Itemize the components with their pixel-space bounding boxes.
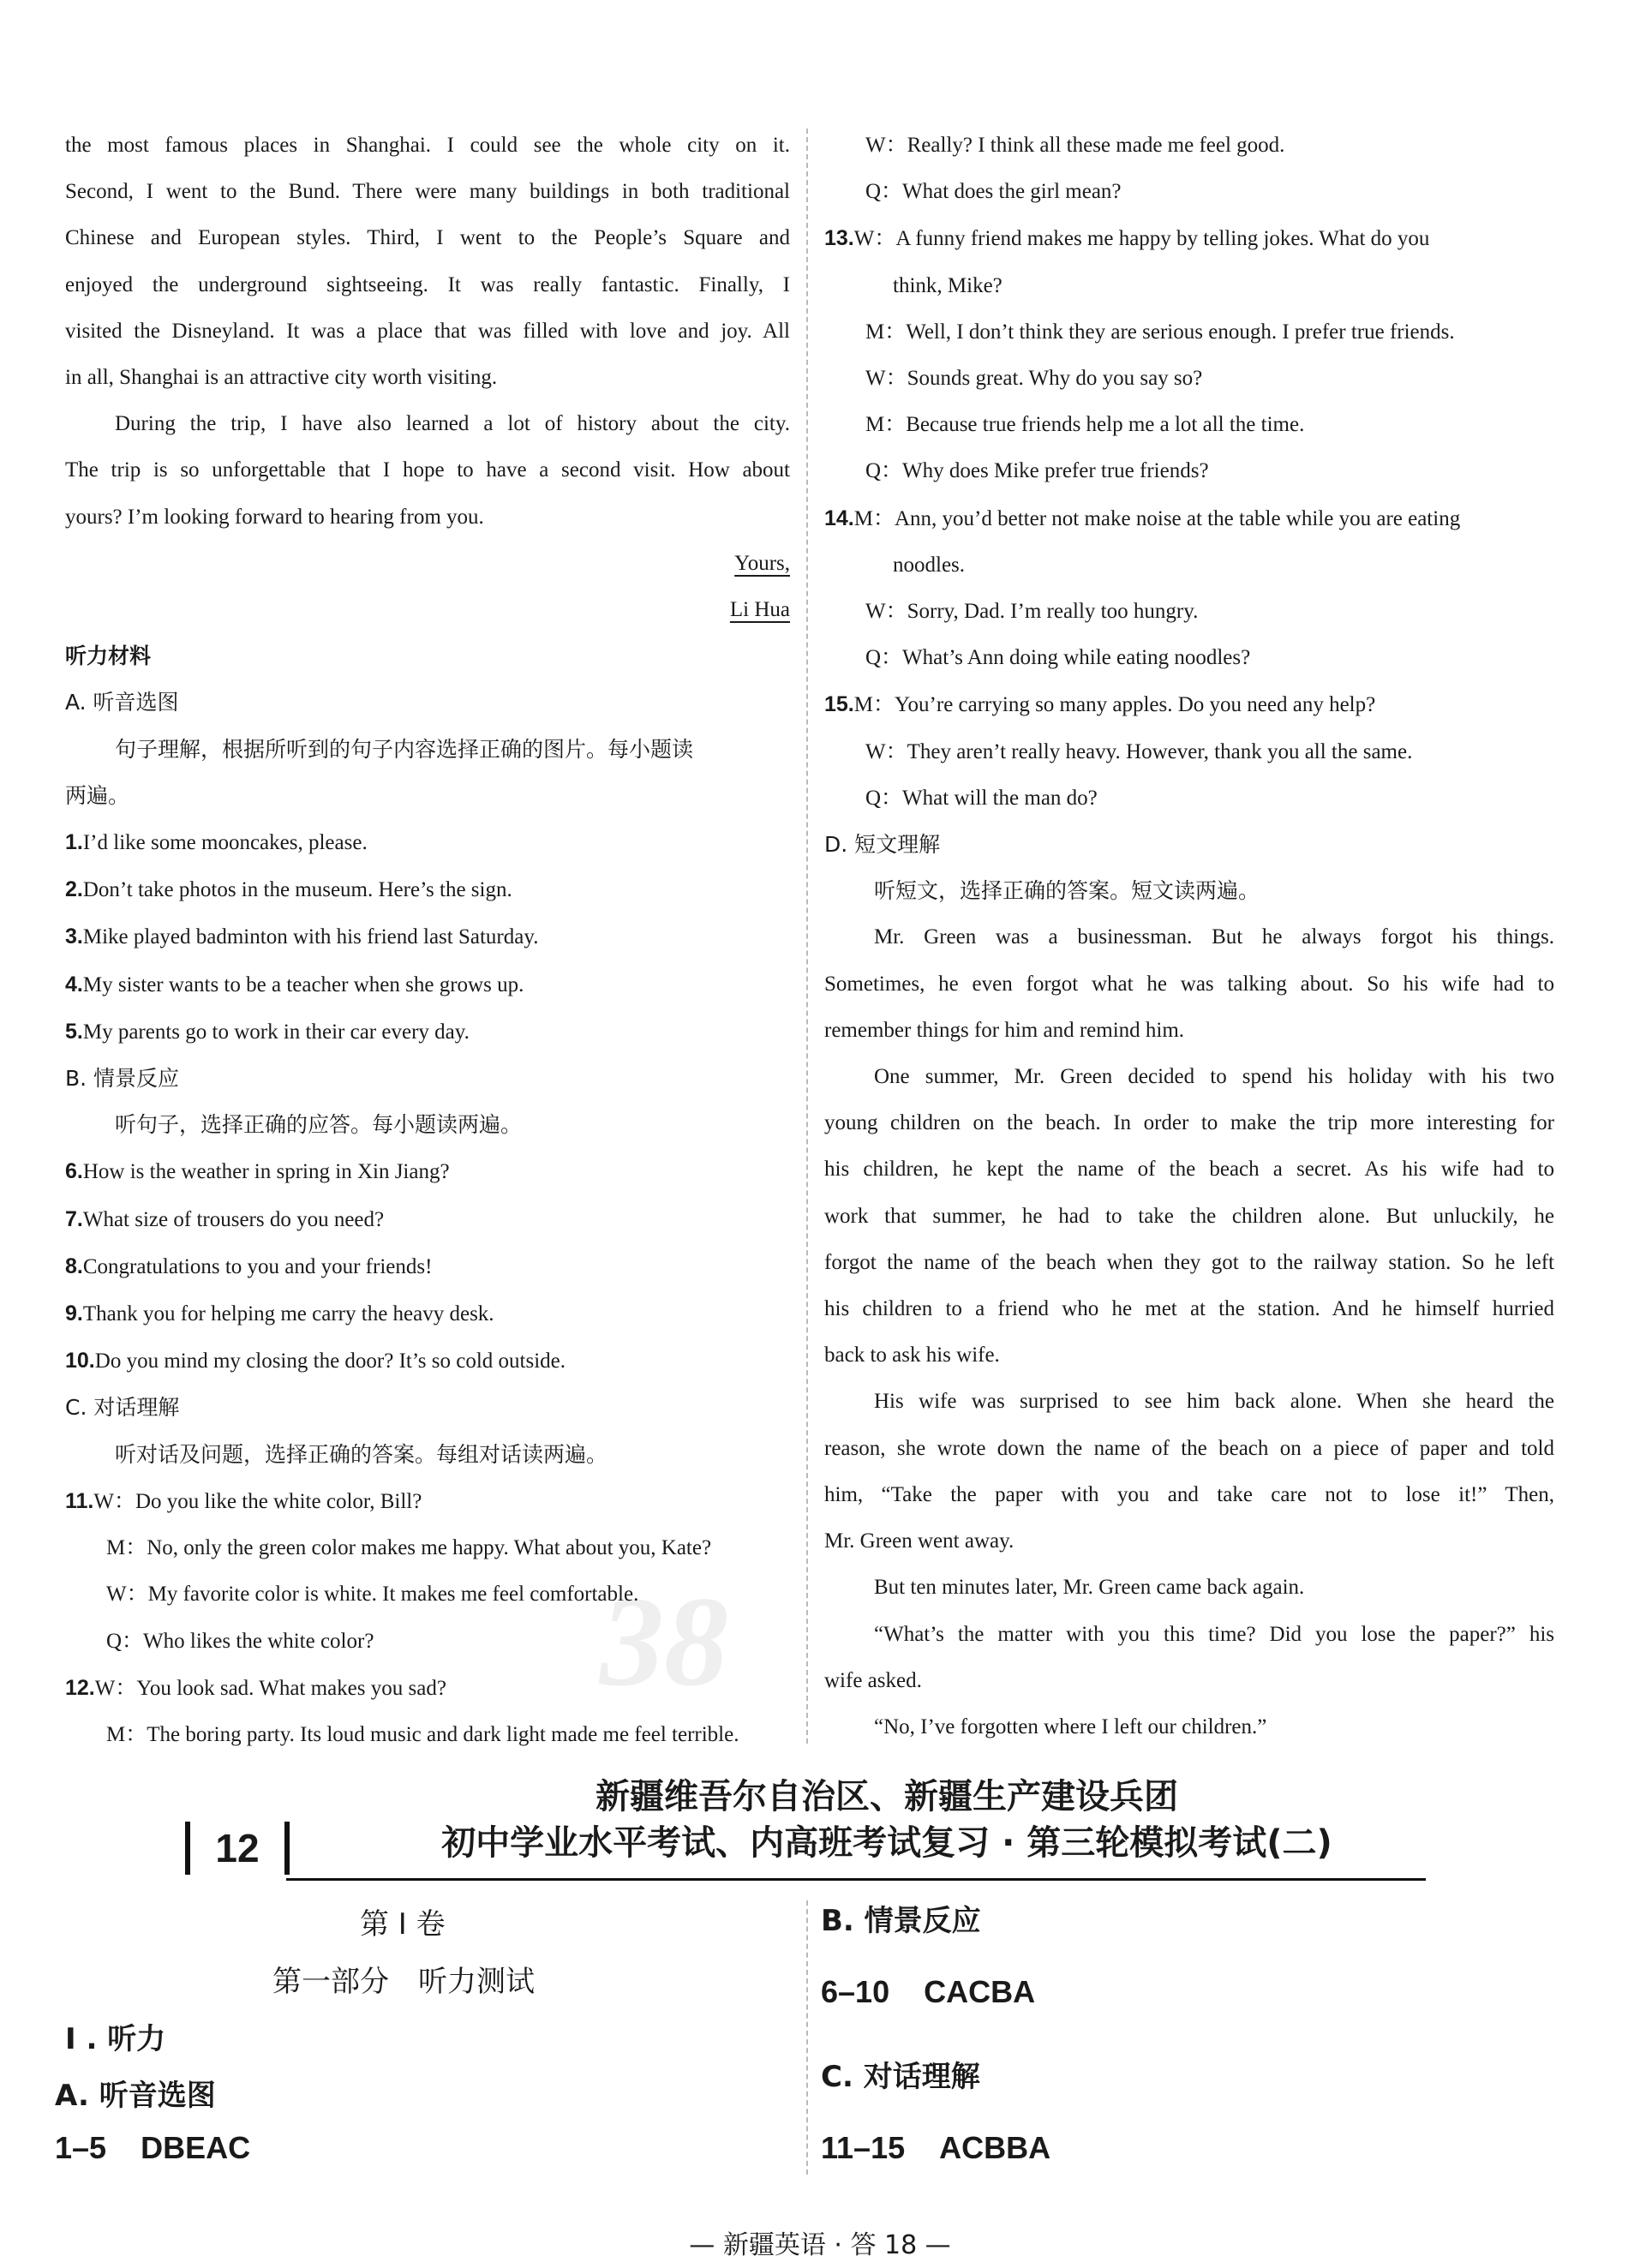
passage-line: Sometimes, he even forgot what he was talking about. So his wife had to	[824, 972, 1554, 996]
dialogue-14-line: 14.M：Ann, you’d better not make noise at the table while you are eating	[824, 506, 1461, 530]
section-d-instructions: 听短文，选择正确的答案。短文读两遍。	[874, 878, 1260, 904]
page-footer: — 新疆英语 · 答 18 —	[689, 2230, 951, 2260]
passage-line: reason, she wrote down the name of the beach on a piece of paper and told	[824, 1436, 1554, 1460]
listening-heading: I . 听力	[65, 2022, 166, 2056]
passage-line: his children to a friend who he met at the station. And he himself hurried	[824, 1297, 1554, 1321]
dialogue-15-line: 15.M：You’re carrying so many apples. Do you need any help?	[824, 692, 1376, 717]
answer-section-a: A. 听音选图	[55, 2079, 216, 2113]
dialogue-14-line: W：Sorry, Dad. I’m really too hungry.	[865, 600, 1199, 624]
publisher-watermark: 38	[600, 1571, 728, 1713]
passage-line: “No, I’ve forgotten where I left our children.”	[874, 1714, 1267, 1738]
exam-number-badge: 12	[185, 1822, 290, 1875]
passage-line: Mr. Green was a businessman. But he always forgot his things.	[874, 925, 1554, 949]
dialogue-13-line: 13.W：A funny friend makes me happy by telling jokes. What do you	[824, 226, 1430, 251]
passage-line: his children, he kept the name of the beach a secret. As his wife had to	[824, 1158, 1554, 1182]
passage-line: Mr. Green went away.	[824, 1529, 1015, 1553]
section-a-title: A. 听音选图	[65, 690, 179, 715]
dialogue-15-line: Q：What will the man do?	[865, 786, 1098, 810]
passage-line: work that summer, he had to take the children alone. But unluckily, he	[824, 1204, 1554, 1228]
question-10: 10.Do you mind my closing the door? It’s so cold outside.	[65, 1349, 566, 1373]
right-column	[824, 123, 1554, 1750]
answer-key-c: 11–15 ACBBA	[821, 2130, 1051, 2165]
listening-materials-title: 听力材料	[65, 643, 152, 669]
answer-key-a: 1–5 DBEAC	[55, 2130, 251, 2165]
dialogue-11-line: 11.W：Do you like the white color, Bill?	[65, 1488, 422, 1513]
answer-column-divider	[806, 1900, 808, 2175]
dialogue-12-line: W：Really? I think all these made me feel good.	[865, 134, 1285, 157]
section-a-instructions-cont: 两遍。	[65, 782, 130, 808]
letter-signature: Li Hua	[729, 598, 790, 622]
answer-key-b: 6–10 CACBA	[821, 1974, 1036, 2009]
question-5: 5.My parents go to work in their car every day.	[65, 1019, 470, 1044]
section-b-instructions: 听句子，选择正确的应答。每小题读两遍。	[115, 1112, 523, 1138]
dialogue-11-line: Q：Who likes the white color?	[106, 1629, 374, 1653]
dialogue-13-line: M：Because true friends help me a lot all the time.	[865, 413, 1305, 437]
volume-title: 第 I 卷	[360, 1907, 446, 1942]
passage-line: him, “Take the paper with you and take care not to lose it!” Then,	[824, 1482, 1554, 1506]
letter-line: During the trip, I have also learned a lot of history about the city.	[115, 412, 790, 436]
passage-line: wife asked.	[824, 1668, 922, 1692]
question-3: 3.Mike played badminton with his friend last Saturday.	[65, 925, 539, 949]
section-d-title: D. 短文理解	[824, 832, 941, 858]
dialogue-13-line: M：Well, I don’t think they are serious enough. I prefer true friends.	[865, 320, 1455, 344]
dialogue-13-line: W：Sounds great. Why do you say so?	[865, 367, 1203, 391]
dialogue-12-line: Q：What does the girl mean?	[865, 180, 1122, 204]
question-8: 8.Congratulations to you and your friends!	[65, 1254, 433, 1278]
passage-line: remember things for him and remind him.	[824, 1018, 1185, 1042]
dialogue-14-line: Q：What’s Ann doing while eating noodles?	[865, 646, 1251, 670]
exam-title-line-2: 初中学业水平考试、内高班考试复习 · 第三轮模拟考试(二)	[441, 1823, 1332, 1863]
question-1: 1.I’d like some mooncakes, please.	[65, 830, 368, 855]
question-6: 6.How is the weather in spring in Xin Jiang?	[65, 1159, 450, 1184]
section-a-instructions: 句子理解，根据所听到的句子内容选择正确的图片。每小题读	[115, 736, 694, 762]
letter-line: the most famous places in Shanghai. I could see the whole city on it.	[65, 134, 790, 157]
passage-line: His wife was surprised to see him back alone. When she heard the	[874, 1390, 1554, 1414]
dialogue-13-line: Q：Why does Mike prefer true friends?	[865, 459, 1209, 483]
passage-line: One summer, Mr. Green decided to spend his holiday with his two	[874, 1065, 1554, 1089]
passage-line: back to ask his wife.	[824, 1343, 1000, 1367]
passage-line: young children on the beach. In order to make the trip more interesting for	[824, 1111, 1554, 1135]
question-7: 7.What size of trousers do you need?	[65, 1206, 385, 1231]
letter-line: in all, Shanghai is an attractive city worth visiting.	[65, 366, 498, 390]
section-b-title: B. 情景反应	[65, 1066, 180, 1092]
answer-section-b: B. 情景反应	[821, 1904, 981, 1938]
dialogue-11-line: M：No, only the green color makes me happy. What about you, Kate?	[106, 1536, 712, 1560]
passage-line: forgot the name of the beach when they got to the railway station. So he left	[824, 1250, 1554, 1274]
question-2: 2.Don’t take photos in the museum. Here’s the sign.	[65, 877, 512, 902]
question-9: 9.Thank you for helping me carry the heavy desk.	[65, 1302, 494, 1326]
exam-title-line-1: 新疆维吾尔自治区、新疆生产建设兵团	[596, 1777, 1178, 1816]
exam-header	[180, 1774, 1422, 1876]
letter-line: The trip is so unforgettable that I hope to have a second visit. How about	[65, 458, 790, 482]
letter-line: enjoyed the underground sightseeing. It was really fantastic. Finally, I	[65, 272, 790, 296]
section-c-instructions: 听对话及问题，选择正确的答案。每组对话读两遍。	[115, 1441, 608, 1467]
letter-line: yours? I’m looking forward to hearing from you.	[65, 505, 484, 529]
dialogue-11-line: W：My favorite color is white. It makes me feel comfortable.	[106, 1583, 639, 1607]
letter-line: Chinese and European styles. Third, I went to the People’s Square and	[65, 226, 790, 250]
header-rule	[286, 1878, 1426, 1881]
letter-closing: Yours,	[734, 551, 790, 575]
answer-section-c: C. 对话理解	[821, 2060, 980, 2094]
letter-line: visited the Disneyland. It was a place that was filled with love and joy. All	[65, 319, 790, 343]
passage-line: “What’s the matter with you this time? Did you lose the paper?” his	[874, 1622, 1554, 1646]
dialogue-12-line: 12.W：You look sad. What makes you sad?	[65, 1675, 446, 1700]
part-title: 第一部分 听力测试	[272, 1965, 535, 1999]
dialogue-12-line: M：The boring party. Its loud music and dark light made me feel terrible.	[106, 1722, 739, 1746]
passage-line: But ten minutes later, Mr. Green came back again.	[874, 1576, 1305, 1600]
letter-line: Second, I went to the Bund. There were many buildings in both traditional	[65, 180, 790, 204]
question-4: 4.My sister wants to be a teacher when she grows up.	[65, 972, 524, 996]
dialogue-13-line: think, Mike?	[893, 273, 1003, 297]
dialogue-14-line: noodles.	[893, 553, 966, 577]
column-divider	[806, 129, 808, 1744]
section-c-title: C. 对话理解	[65, 1395, 180, 1421]
left-column	[65, 123, 790, 1758]
dialogue-15-line: W：They aren’t really heavy. However, thank you all the same.	[865, 739, 1413, 763]
